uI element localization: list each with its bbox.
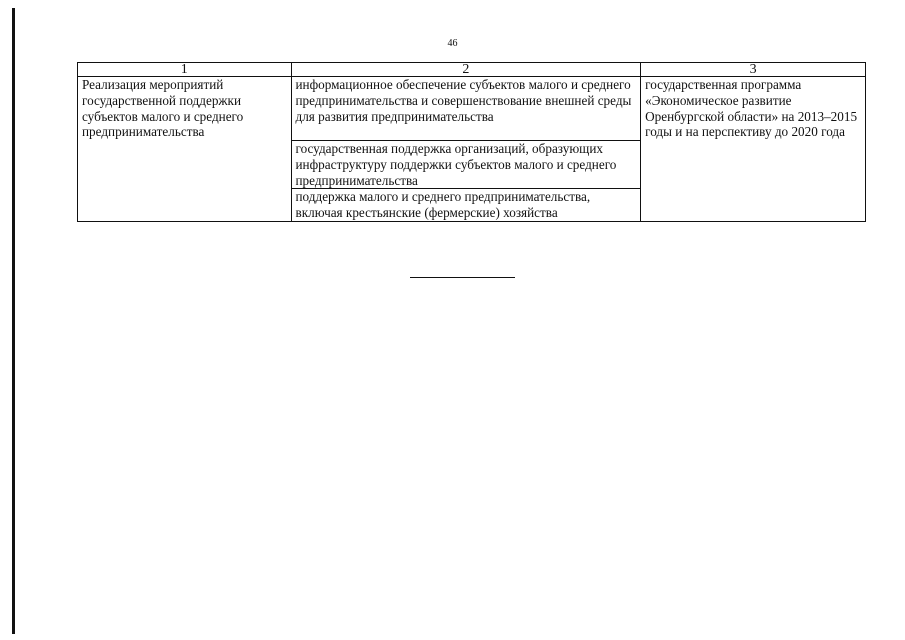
measure-cell-2: государственная поддержка организаций, образующих инфраструктуру поддержки субъектов малого и среднего предпринимательства	[291, 141, 641, 189]
activity-cell: Реализация мероприятий государственной поддержки субъектов малого и среднего предпринимательства	[78, 77, 292, 222]
end-separator-line	[410, 277, 515, 278]
column-header-3: 3	[641, 63, 866, 77]
column-header-2: 2	[291, 63, 641, 77]
measure-cell-3: поддержка малого и среднего предпринимательства, включая крестьянские (фермерские) хозяйства	[291, 189, 641, 222]
page-number: 46	[447, 38, 458, 49]
table-header-row	[78, 63, 866, 77]
table-row	[78, 77, 866, 141]
program-cell: государственная программа «Экономическое развитие Оренбургской области» на 2013–2015 годы и на перспективу до 2020 года	[641, 77, 866, 222]
column-header-1: 1	[78, 63, 292, 77]
scan-edge-mark	[12, 8, 15, 634]
program-table	[77, 62, 866, 222]
measure-cell-1: информационное обеспечение субъектов малого и среднего предпринимательства и совершенствование внешней среды для развития предпринимательства	[291, 77, 641, 141]
